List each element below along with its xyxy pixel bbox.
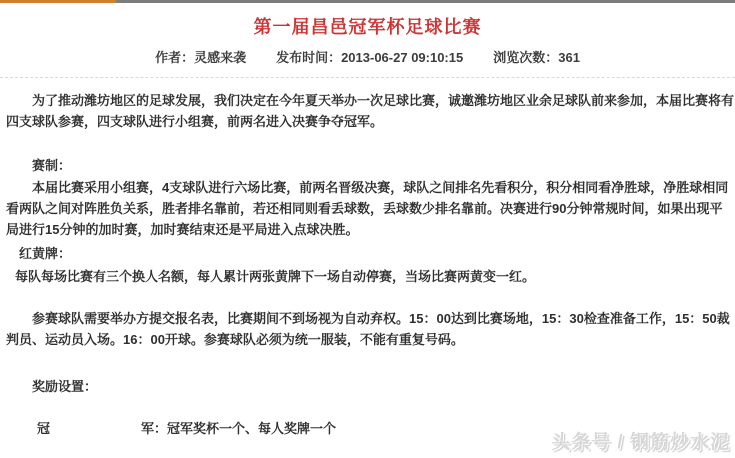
heading-match-format: 赛制： bbox=[32, 158, 72, 173]
meta-publish-time: 发布时间：2013-06-27 09:10:15 bbox=[276, 50, 464, 65]
text-line: 每队每场比赛有三个换人名额，每人累计两张黄牌下一场自动停赛，当场比赛两黄变一红。 bbox=[15, 269, 536, 284]
paragraph-registration bbox=[6, 308, 729, 350]
top-rule bbox=[0, 0, 735, 3]
text-line: 局进行15分钟的加时赛，加时赛结束还是平局进入点球决胜。 bbox=[6, 222, 359, 237]
page-title: 第一届昌邑冠军杯足球比赛 bbox=[253, 17, 482, 37]
top-rule-accent-segment bbox=[0, 0, 116, 3]
paragraph-intro bbox=[6, 90, 735, 132]
article-header bbox=[0, 3, 735, 78]
meta-author: 作者：灵感来袭 bbox=[155, 50, 247, 65]
paragraph-red-yellow-cards bbox=[6, 266, 729, 287]
heading-awards: 奖励设置： bbox=[32, 379, 98, 394]
text-line: 参赛球队需要举办方提交报名表，比赛期间不到场视为自动弃权。15：00达到比赛场地，15：30检查准备工作，15：50裁 bbox=[32, 311, 730, 326]
text-line: 为了推动潍坊地区的足球发展，我们决定在今年夏天举办一次足球比赛，诚邀潍坊地区业余足球队前来参加，本届比赛将有 bbox=[32, 93, 735, 108]
top-rule-gray-segment bbox=[116, 0, 735, 3]
meta-view-count: 浏览次数：361 bbox=[493, 50, 580, 65]
text-line: 四支球队参赛，四支球队进行小组赛，前两名进入决赛争夺冠军。 bbox=[6, 114, 384, 129]
text-line: 冠 军：冠军奖杯一个、每人奖牌一个 bbox=[37, 421, 337, 436]
heading-red-yellow-cards: 红黄牌： bbox=[19, 246, 72, 261]
toutiao-watermark: 头条号 / 钢筋炒水泥 bbox=[551, 432, 730, 453]
paragraph-match-format bbox=[6, 177, 729, 240]
article-body bbox=[0, 90, 735, 439]
text-line: 本届比赛采用小组赛，4支球队进行六场比赛，前两名晋级决赛，球队之间排名先看积分，积分相同看净胜球，净胜球相同 bbox=[32, 180, 729, 195]
text-line: 判员、运动员入场。16：00开球。参赛球队必须为统一服装，不能有重复号码。 bbox=[6, 332, 464, 347]
article-meta bbox=[0, 47, 735, 66]
text-line: 看两队之间对阵胜负关系，胜者排名靠前，若还相同则看丢球数，丢球数少排名靠前。决赛进行90分钟常规时间，如果出现平 bbox=[6, 201, 723, 216]
